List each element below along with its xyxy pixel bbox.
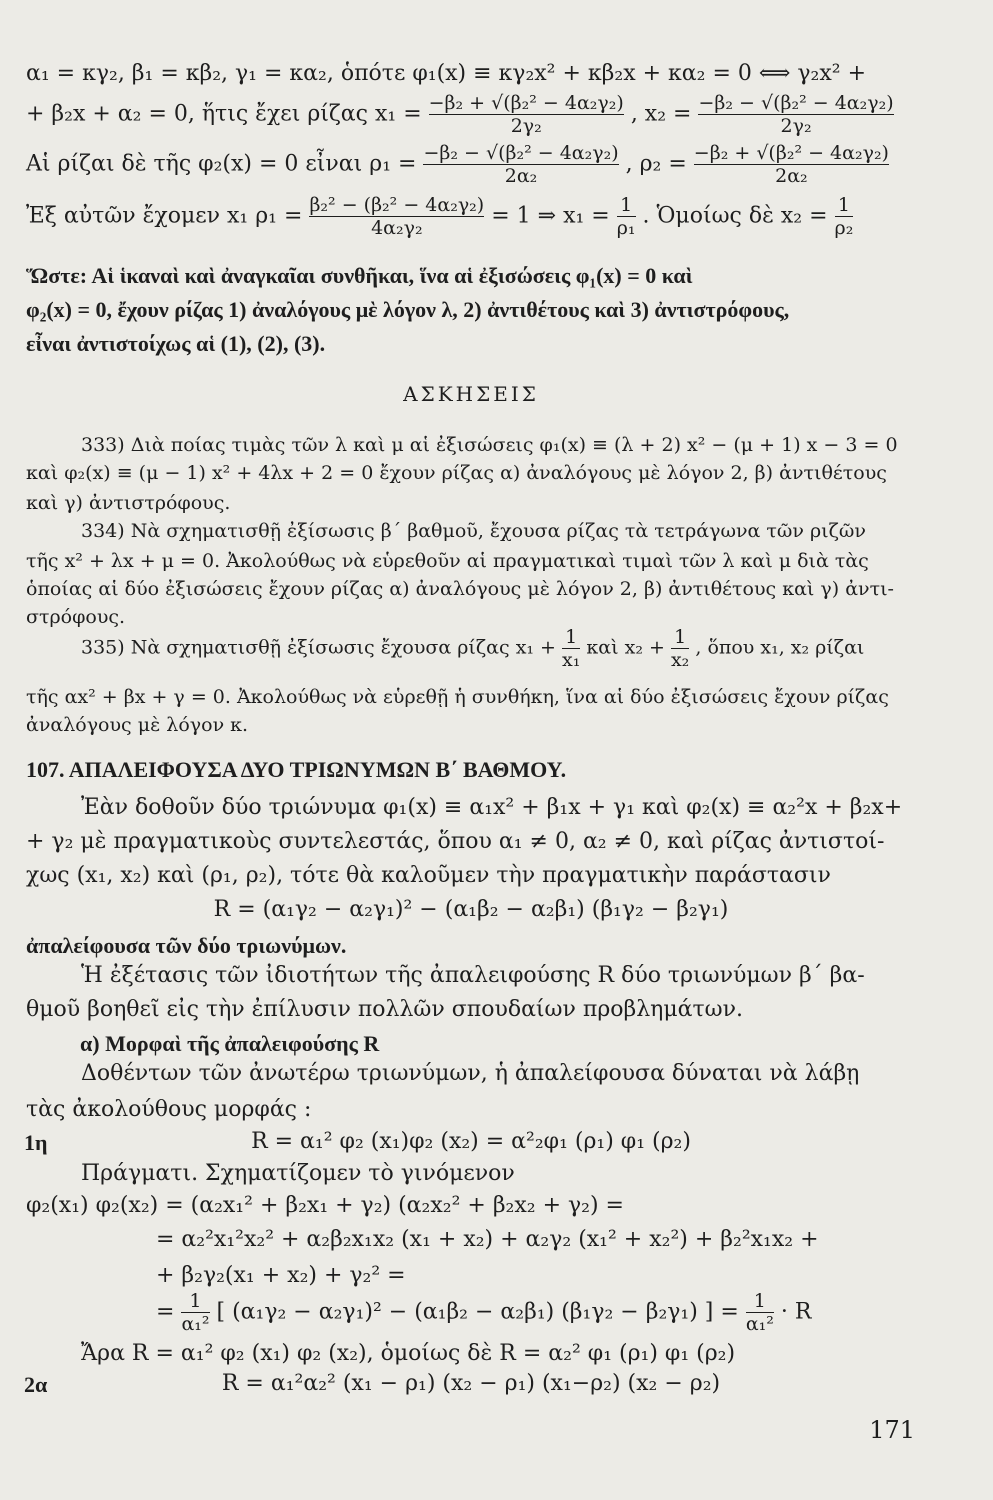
- inverse-a1-squared-fraction-2: [746, 1290, 774, 1335]
- form-label-1: 1η: [24, 1130, 48, 1155]
- exercise-334-line-3: ὁποίας αἱ δύο ἐξισώσεις ἔχουν ρίζας α) ἀναλόγους μὲ λόγον 2, β) ἀντιθέτους καὶ γ) ἀντι-: [26, 578, 894, 600]
- product-fraction: [309, 194, 484, 239]
- reciprocal-x1-fraction: [562, 626, 580, 671]
- inverse-rho2-denominator: ρ₂: [834, 217, 854, 239]
- proof-line-2: = α₂²x₁²x₂² + α₂β₂x₁x₂ (x₁ + x₂) + α₂γ₂ (x₁² + x₂²) + β₂²x₁x₂ +: [156, 1227, 819, 1252]
- exercise-335-line-2: τῆς αx² + βx + γ = 0. Ἀκολούθως νὰ εὑρεθῇ ἡ συνθήκη, ἵνα αἱ δύο ἐξισώσεις ἔχουν ρίζας: [26, 686, 889, 708]
- intro-line-4-text: Ἐξ αὐτῶν ἔχομεν x₁ ρ₁ =: [26, 203, 303, 229]
- form-1-formula: R = α₁² φ₂ (x₁)φ₂ (x₂) = α²₂φ₁ (ρ₁) φ₁ (ρ₂): [251, 1129, 691, 1154]
- resultant-formula: R = (α₁γ₂ − α₂γ₁)² − (α₁β₂ − α₂β₁) (β₁γ₂ − β₂γ₁): [213, 897, 729, 922]
- proof-intro: Πράγματι. Σχηματίζομεν τὸ γινόμενον: [81, 1161, 515, 1186]
- exercise-334-line-1: 334) Νὰ σχηματισθῇ ἐξίσωσις β΄ βαθμοῦ, ἔχουσα ρίζας τὰ τετράγωνα τῶν ριζῶν: [81, 520, 866, 542]
- intro-line-3-mid: , ρ₂ =: [625, 151, 687, 177]
- section-paragraph-2-line-1: Ἡ ἐξέτασις τῶν ἰδιοτήτων τῆς ἀπαλειφούσης R δύο τριωνύμων β΄ βα-: [81, 963, 865, 988]
- exercise-335-line-3: ἀναλόγους μὲ λόγον κ.: [26, 714, 249, 736]
- exercise-333-line-1: 333) Διὰ ποίας τιμὰς τῶν λ καὶ μ αἱ ἐξισώσεις φ₁(x) ≡ (λ + 2) x² − (μ + 1) x − 3 = 0: [81, 434, 898, 456]
- exercise-335-text: 335) Νὰ σχηματισθῇ ἐξίσωσις ἔχουσα ρίζας x₁ +: [81, 636, 556, 659]
- inverse-a1-denominator: α₁²: [181, 1313, 210, 1335]
- exercise-334-line-2: τῆς x² + λx + μ = 0. Ἀκολούθως νὰ εὑρεθοῦν αἱ πραγματικαὶ τιμαὶ τῶν λ καὶ μ διὰ τὰς: [26, 550, 869, 572]
- ara-line: Ἄρα R = α₁² φ₂ (x₁) φ₂ (x₂), ὁμοίως δὲ R = α₂² φ₁ (ρ₁) φ₁ (ρ₂): [81, 1341, 736, 1366]
- conclusion-line-3: εἶναι ἀντιστοίχως αἱ (1), (2), (3).: [26, 331, 326, 356]
- root-rho2-numerator: −β₂ + √(β₂² − 4α₂γ₂): [693, 142, 889, 164]
- section-paragraph-1-line-3: χως (x₁, x₂) καὶ (ρ₁, ρ₂), τότε θὰ καλοῦμεν τὴν πραγματικὴν παράστασιν: [26, 863, 831, 888]
- intro-line-3-text: Αἱ ρίζαι δὲ τῆς φ₂(x) = 0 εἶναι ρ₁ =: [26, 151, 417, 177]
- conclusion-line-2: φ₂(x) = 0, ἔχουν ρίζας 1) ἀναλόγους μὲ λόγον λ, 2) ἀντιθέτους καὶ 3) ἀντιστρόφους,: [26, 297, 790, 322]
- root-rho1-numerator: −β₂ − √(β₂² − 4α₂γ₂): [423, 142, 619, 164]
- intro-line-2-mid: , x₂ =: [630, 101, 692, 127]
- product-numerator: β₂² − (β₂² − 4α₂γ₂): [309, 194, 485, 216]
- exercise-335-line-1: [26, 626, 971, 676]
- proof-line-3: + β₂γ₂(x₁ + x₂) + γ₂² =: [156, 1263, 406, 1288]
- root-rho1-denominator: 2α₂: [423, 164, 618, 187]
- section-paragraph-1-end: ἀπαλείφουσα τῶν δύο τριωνύμων.: [26, 933, 347, 958]
- subsection-a-heading: α) Μορφαὶ τῆς ἀπαλειφούσης R: [80, 1031, 380, 1056]
- section-heading: 107. ΑΠΑΛΕΙΦΟΥΣΑ ΔΥΟ ΤΡΙΩΝΥΜΩΝ Β΄ ΒΑΘΜΟΥ.: [26, 757, 567, 782]
- root-x2-denominator: 2γ₂: [698, 114, 893, 137]
- inverse-rho1-numerator: 1: [620, 194, 633, 216]
- root-rho2-fraction: [694, 142, 889, 187]
- reciprocal-x2-denominator: x₂: [670, 649, 690, 671]
- inverse-rho2-fraction: [835, 194, 854, 239]
- intro-line-1: α₁ = κγ₂, β₁ = κβ₂, γ₁ = κα₂, ὁπότε φ₁(x) ≡ κγ₂x² + κβ₂x + κα₂ = 0 ⟺ γ₂x² +: [26, 61, 867, 86]
- proof-line-4-equals: =: [156, 1299, 175, 1325]
- section-paragraph-3-line-1: Δοθέντων τῶν ἀνωτέρω τριωνύμων, ἡ ἀπαλείφουσα δύναται νὰ λάβῃ: [81, 1061, 860, 1086]
- form-2-formula: R = α₁²α₂² (x₁ − ρ₁) (x₂ − ρ₁) (x₁−ρ₂) (x₂ − ρ₂): [221, 1371, 721, 1396]
- page-number: 171: [869, 1416, 915, 1444]
- section-paragraph-1-line-1: Ἐὰν δοθοῦν δύο τριώνυμα φ₁(x) ≡ α₁x² + β₁x + γ₁ καὶ φ₂(x) ≡ α₂²x + β₂x+: [81, 795, 903, 820]
- intro-line-4-mid: = 1 ⇒ x₁ =: [491, 203, 610, 229]
- inverse-a1-denominator-2: α₁²: [745, 1313, 774, 1335]
- exercise-334-line-4: στρόφους.: [26, 606, 126, 628]
- proof-line-4-bracket: [ (α₁γ₂ − α₂γ₁)² − (α₁β₂ − α₂β₁) (β₁γ₂ − β₂γ₁) ] =: [216, 1299, 739, 1325]
- product-denominator: 4α₂γ₂: [309, 216, 484, 239]
- exercises-title: ΑΣΚΗΣΕΙΣ: [403, 382, 539, 406]
- exercise-333-line-2: καὶ φ₂(x) ≡ (μ − 1) x² + 4λx + 2 = 0 ἔχουν ρίζας α) ἀναλόγους μὲ λόγον 2, β) ἀντιθέτους: [26, 462, 887, 484]
- section-paragraph-3-line-2: τὰς ἀκολούθους μορφάς :: [26, 1097, 312, 1122]
- conclusion-line-1: Ὥστε: Αἱ ἱκαναὶ καὶ ἀναγκαῖαι συνθῆκαι, ἵνα αἱ ἐξισώσεις φ₁(x) = 0 καὶ: [26, 263, 693, 288]
- exercise-335-post: , ὅπου x₁, x₂ ρίζαι: [695, 636, 865, 659]
- inverse-rho2-numerator: 1: [837, 194, 850, 216]
- reciprocal-x1-numerator: 1: [565, 626, 578, 648]
- proof-line-1: φ₂(x₁) φ₂(x₂) = (α₂x₁² + β₂x₁ + γ₂) (α₂x₂² + β₂x₂ + γ₂) =: [26, 1193, 624, 1218]
- root-x1-fraction: [429, 92, 624, 137]
- inverse-rho1-fraction: [617, 194, 636, 239]
- section-paragraph-2-line-2: θμοῦ βοηθεῖ εἰς τὴν ἐπίλυσιν πολλῶν σπουδαίων προβλημάτων.: [26, 997, 743, 1022]
- exercise-333-line-3: καὶ γ) ἀντιστρόφους.: [26, 492, 231, 514]
- proof-line-4: [26, 1290, 993, 1340]
- inverse-a1-squared-fraction: [181, 1290, 209, 1335]
- root-x1-numerator: −β₂ + √(β₂² − 4α₂γ₂): [428, 92, 624, 114]
- root-x2-numerator: −β₂ − √(β₂² − 4α₂γ₂): [698, 92, 894, 114]
- intro-line-2-text: + β₂x + α₂ = 0, ἥτις ἔχει ρίζας x₁ =: [26, 101, 422, 127]
- intro-line-4: [26, 194, 916, 238]
- inverse-a1-numerator: 1: [189, 1290, 202, 1312]
- exercise-335-mid: καὶ x₂ +: [586, 636, 665, 659]
- reciprocal-x2-fraction: [671, 626, 689, 671]
- root-x1-denominator: 2γ₂: [429, 114, 624, 137]
- intro-line-2: [26, 92, 916, 136]
- reciprocal-x1-denominator: x₁: [562, 649, 581, 671]
- intro-line-4-post: . Ὁμοίως δὲ x₂ =: [642, 203, 828, 229]
- inverse-rho1-denominator: ρ₁: [616, 217, 636, 239]
- root-rho1-fraction: [423, 142, 618, 187]
- section-paragraph-1-line-2: + γ₂ μὲ πραγματικοὺς συντελεστάς, ὅπου α₁ ≠ 0, α₂ ≠ 0, καὶ ρίζας ἀντιστοί-: [26, 829, 885, 854]
- root-rho2-denominator: 2α₂: [694, 164, 889, 187]
- form-label-2: 2α: [24, 1372, 48, 1397]
- reciprocal-x2-numerator: 1: [674, 626, 687, 648]
- proof-line-4-post: · R: [780, 1299, 812, 1325]
- inverse-a1-numerator-2: 1: [753, 1290, 766, 1312]
- root-x2-fraction: [698, 92, 893, 137]
- intro-line-3: [26, 142, 916, 186]
